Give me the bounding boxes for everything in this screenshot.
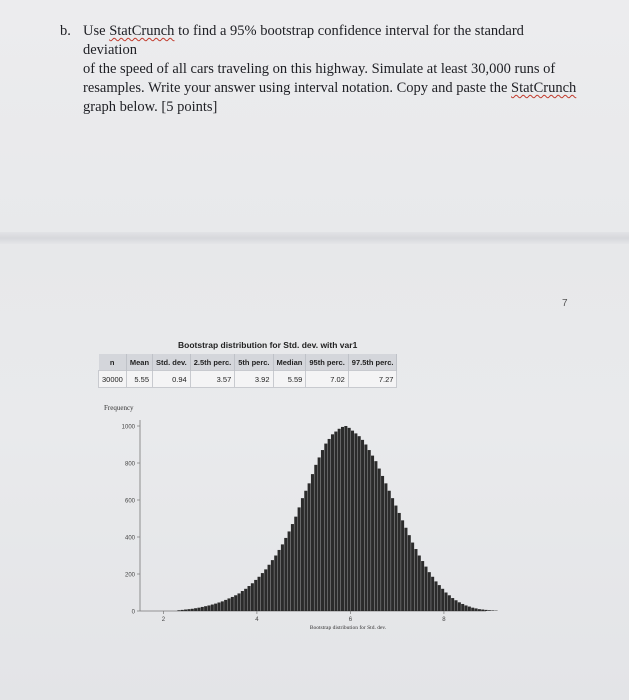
histogram-bar bbox=[388, 491, 391, 611]
x-axis bbox=[140, 611, 486, 623]
histogram-bar bbox=[424, 567, 427, 611]
histogram-bar bbox=[221, 601, 224, 611]
histogram-bar bbox=[461, 604, 464, 611]
histogram-bar bbox=[471, 608, 474, 611]
histogram-bar bbox=[491, 610, 494, 611]
histogram-bar bbox=[444, 593, 447, 612]
histogram-bar bbox=[458, 602, 461, 611]
value-n: 30000 bbox=[99, 371, 127, 388]
histogram-bar bbox=[194, 608, 197, 611]
histogram-bar bbox=[384, 483, 387, 611]
histogram-bar bbox=[348, 428, 351, 611]
histogram-bar bbox=[361, 440, 364, 611]
value-std-dev: 0.94 bbox=[153, 371, 191, 388]
histogram-bar bbox=[441, 589, 444, 611]
histogram-bar bbox=[475, 608, 478, 611]
histogram-bar bbox=[488, 610, 491, 611]
histogram-bar bbox=[294, 517, 297, 611]
histogram-bar bbox=[201, 607, 204, 611]
y-tick-label: 200 bbox=[124, 572, 135, 579]
histogram-bar bbox=[468, 607, 471, 611]
histogram-bar bbox=[197, 608, 200, 611]
histogram-bar bbox=[341, 427, 344, 611]
header-n: n bbox=[99, 354, 127, 371]
histogram-bar bbox=[401, 520, 404, 611]
histogram-bar bbox=[331, 434, 334, 611]
histogram-bar bbox=[481, 610, 484, 611]
histogram-bar bbox=[271, 560, 274, 611]
histogram-bar bbox=[421, 561, 424, 611]
histogram-bar bbox=[428, 572, 431, 611]
histogram-bar bbox=[184, 610, 187, 611]
histogram-bar bbox=[374, 461, 377, 611]
value-mean: 5.55 bbox=[126, 371, 152, 388]
summary-header-row bbox=[99, 354, 397, 371]
y-tick-label: 0 bbox=[131, 609, 135, 616]
histogram-bar bbox=[264, 569, 267, 611]
page-fold bbox=[0, 232, 629, 244]
question-line-2: of the speed of all cars traveling on this highway. Simulate at least 30,000 runs of bbox=[83, 61, 556, 77]
header-97-5th-perc: 97.5th perc. bbox=[348, 354, 397, 371]
histogram-bar bbox=[308, 483, 311, 611]
histogram-bar bbox=[304, 491, 307, 611]
value-97-5th-perc: 7.27 bbox=[348, 371, 397, 388]
histogram-bar bbox=[371, 456, 374, 611]
histogram-bar bbox=[465, 605, 468, 611]
histogram-bar bbox=[381, 476, 384, 611]
histogram-bar bbox=[284, 538, 287, 611]
y-tick-label: 1000 bbox=[121, 424, 135, 431]
histogram-bar bbox=[281, 544, 284, 611]
statcrunch-word: StatCrunch bbox=[511, 80, 577, 96]
histogram-bar bbox=[187, 609, 190, 611]
histogram-bar bbox=[301, 498, 304, 611]
y-tick-label: 400 bbox=[124, 535, 135, 542]
histogram-bar bbox=[398, 513, 401, 611]
x-tick-label: 8 bbox=[442, 617, 446, 623]
histogram-bar bbox=[314, 465, 317, 611]
histogram-bar bbox=[244, 589, 247, 611]
histogram-bar bbox=[248, 586, 251, 611]
histogram-bar bbox=[214, 604, 217, 611]
histogram-bar bbox=[358, 436, 361, 611]
header-2-5th-perc: 2.5th perc. bbox=[190, 354, 235, 371]
x-tick-label: 2 bbox=[161, 617, 166, 623]
histogram-bar bbox=[378, 469, 381, 611]
value-5th-perc: 3.92 bbox=[235, 371, 273, 388]
value-2-5th-perc: 3.57 bbox=[190, 371, 235, 388]
histogram-bar bbox=[181, 610, 184, 611]
header-5th-perc: 5th perc. bbox=[235, 354, 273, 371]
x-tick-label: 4 bbox=[255, 617, 259, 623]
histogram-bar bbox=[328, 439, 331, 611]
question-letter: b. bbox=[60, 23, 71, 39]
histogram-bar bbox=[434, 581, 437, 611]
histogram-bar bbox=[418, 556, 421, 612]
histogram-bar bbox=[354, 433, 357, 611]
x-tick-label: 6 bbox=[348, 617, 353, 623]
y-axis bbox=[122, 420, 140, 616]
header-95th-perc: 95th perc. bbox=[306, 354, 348, 371]
histogram-bar bbox=[278, 550, 281, 611]
question-line-3: resamples. Write your answer using interval notation. Copy and paste the StatCrunch bbox=[83, 80, 577, 96]
histogram-bar bbox=[258, 577, 261, 611]
histogram-bar bbox=[344, 426, 347, 611]
histogram-bar bbox=[224, 600, 227, 611]
bootstrap-histogram bbox=[98, 396, 498, 636]
histogram-bar bbox=[217, 602, 220, 611]
question-line-4: graph below. [5 points] bbox=[83, 99, 218, 115]
histogram-bar bbox=[321, 450, 324, 611]
page-number: 7 bbox=[562, 298, 568, 309]
histogram-bar bbox=[241, 591, 244, 611]
histogram-bar bbox=[227, 598, 230, 611]
histogram-bar bbox=[394, 506, 397, 611]
histogram-bar bbox=[414, 549, 417, 611]
histogram-bar bbox=[431, 577, 434, 611]
y-tick-label: 800 bbox=[124, 461, 135, 468]
histogram-bar bbox=[268, 565, 271, 611]
histogram-bar bbox=[364, 445, 367, 612]
histogram-bar bbox=[368, 450, 371, 611]
value-median: 5.59 bbox=[273, 371, 306, 388]
histogram-bar bbox=[207, 605, 210, 611]
histogram-bar bbox=[191, 609, 194, 611]
statcrunch-word: StatCrunch bbox=[109, 23, 175, 39]
histogram-bar bbox=[254, 580, 257, 611]
histogram-bar bbox=[438, 585, 441, 611]
histogram-bar bbox=[311, 474, 314, 611]
histogram-bar bbox=[451, 598, 454, 611]
histogram-bar bbox=[211, 605, 214, 611]
header-std-dev: Std. dev. bbox=[153, 354, 191, 371]
histogram-bar bbox=[351, 431, 354, 611]
histogram-bar bbox=[448, 595, 451, 611]
histogram-bar bbox=[274, 556, 277, 612]
histogram-bar bbox=[261, 573, 264, 611]
histogram-bar bbox=[324, 444, 327, 611]
value-95th-perc: 7.02 bbox=[306, 371, 348, 388]
y-tick-label: 600 bbox=[124, 498, 135, 505]
histogram-bar bbox=[291, 524, 294, 611]
histogram-bar bbox=[204, 606, 207, 611]
histogram-bar bbox=[478, 609, 481, 611]
histogram-bar bbox=[454, 600, 457, 611]
histogram-bar bbox=[177, 610, 180, 611]
summary-data-row bbox=[99, 371, 397, 388]
header-mean: Mean bbox=[126, 354, 152, 371]
y-axis-label: Frequency bbox=[104, 404, 134, 412]
histogram-bar bbox=[251, 583, 254, 611]
histogram-bar bbox=[234, 595, 237, 611]
histogram-bar bbox=[485, 610, 488, 611]
histogram-bars bbox=[177, 426, 497, 611]
x-axis-label: Bootstrap distribution for Std. dev. bbox=[309, 625, 387, 631]
histogram-bar bbox=[288, 531, 291, 611]
histogram-bar bbox=[408, 535, 411, 611]
question-text bbox=[83, 22, 580, 117]
histogram-bar bbox=[338, 429, 341, 611]
question-line-1: Use StatCrunch to find a 95% bootstrap confidence interval for the standard deviation bbox=[83, 23, 524, 58]
histogram-bar bbox=[298, 507, 301, 611]
summary-table bbox=[98, 354, 397, 388]
header-median: Median bbox=[273, 354, 306, 371]
histogram-bar bbox=[237, 593, 240, 611]
histogram-bar bbox=[318, 457, 321, 611]
histogram-bar bbox=[334, 432, 337, 611]
chart-title: Bootstrap distribution for Std. dev. with var1 bbox=[178, 340, 358, 350]
histogram-bar bbox=[391, 498, 394, 611]
histogram-bar bbox=[411, 543, 414, 611]
histogram-bar bbox=[231, 597, 234, 611]
histogram-bar bbox=[404, 528, 407, 611]
